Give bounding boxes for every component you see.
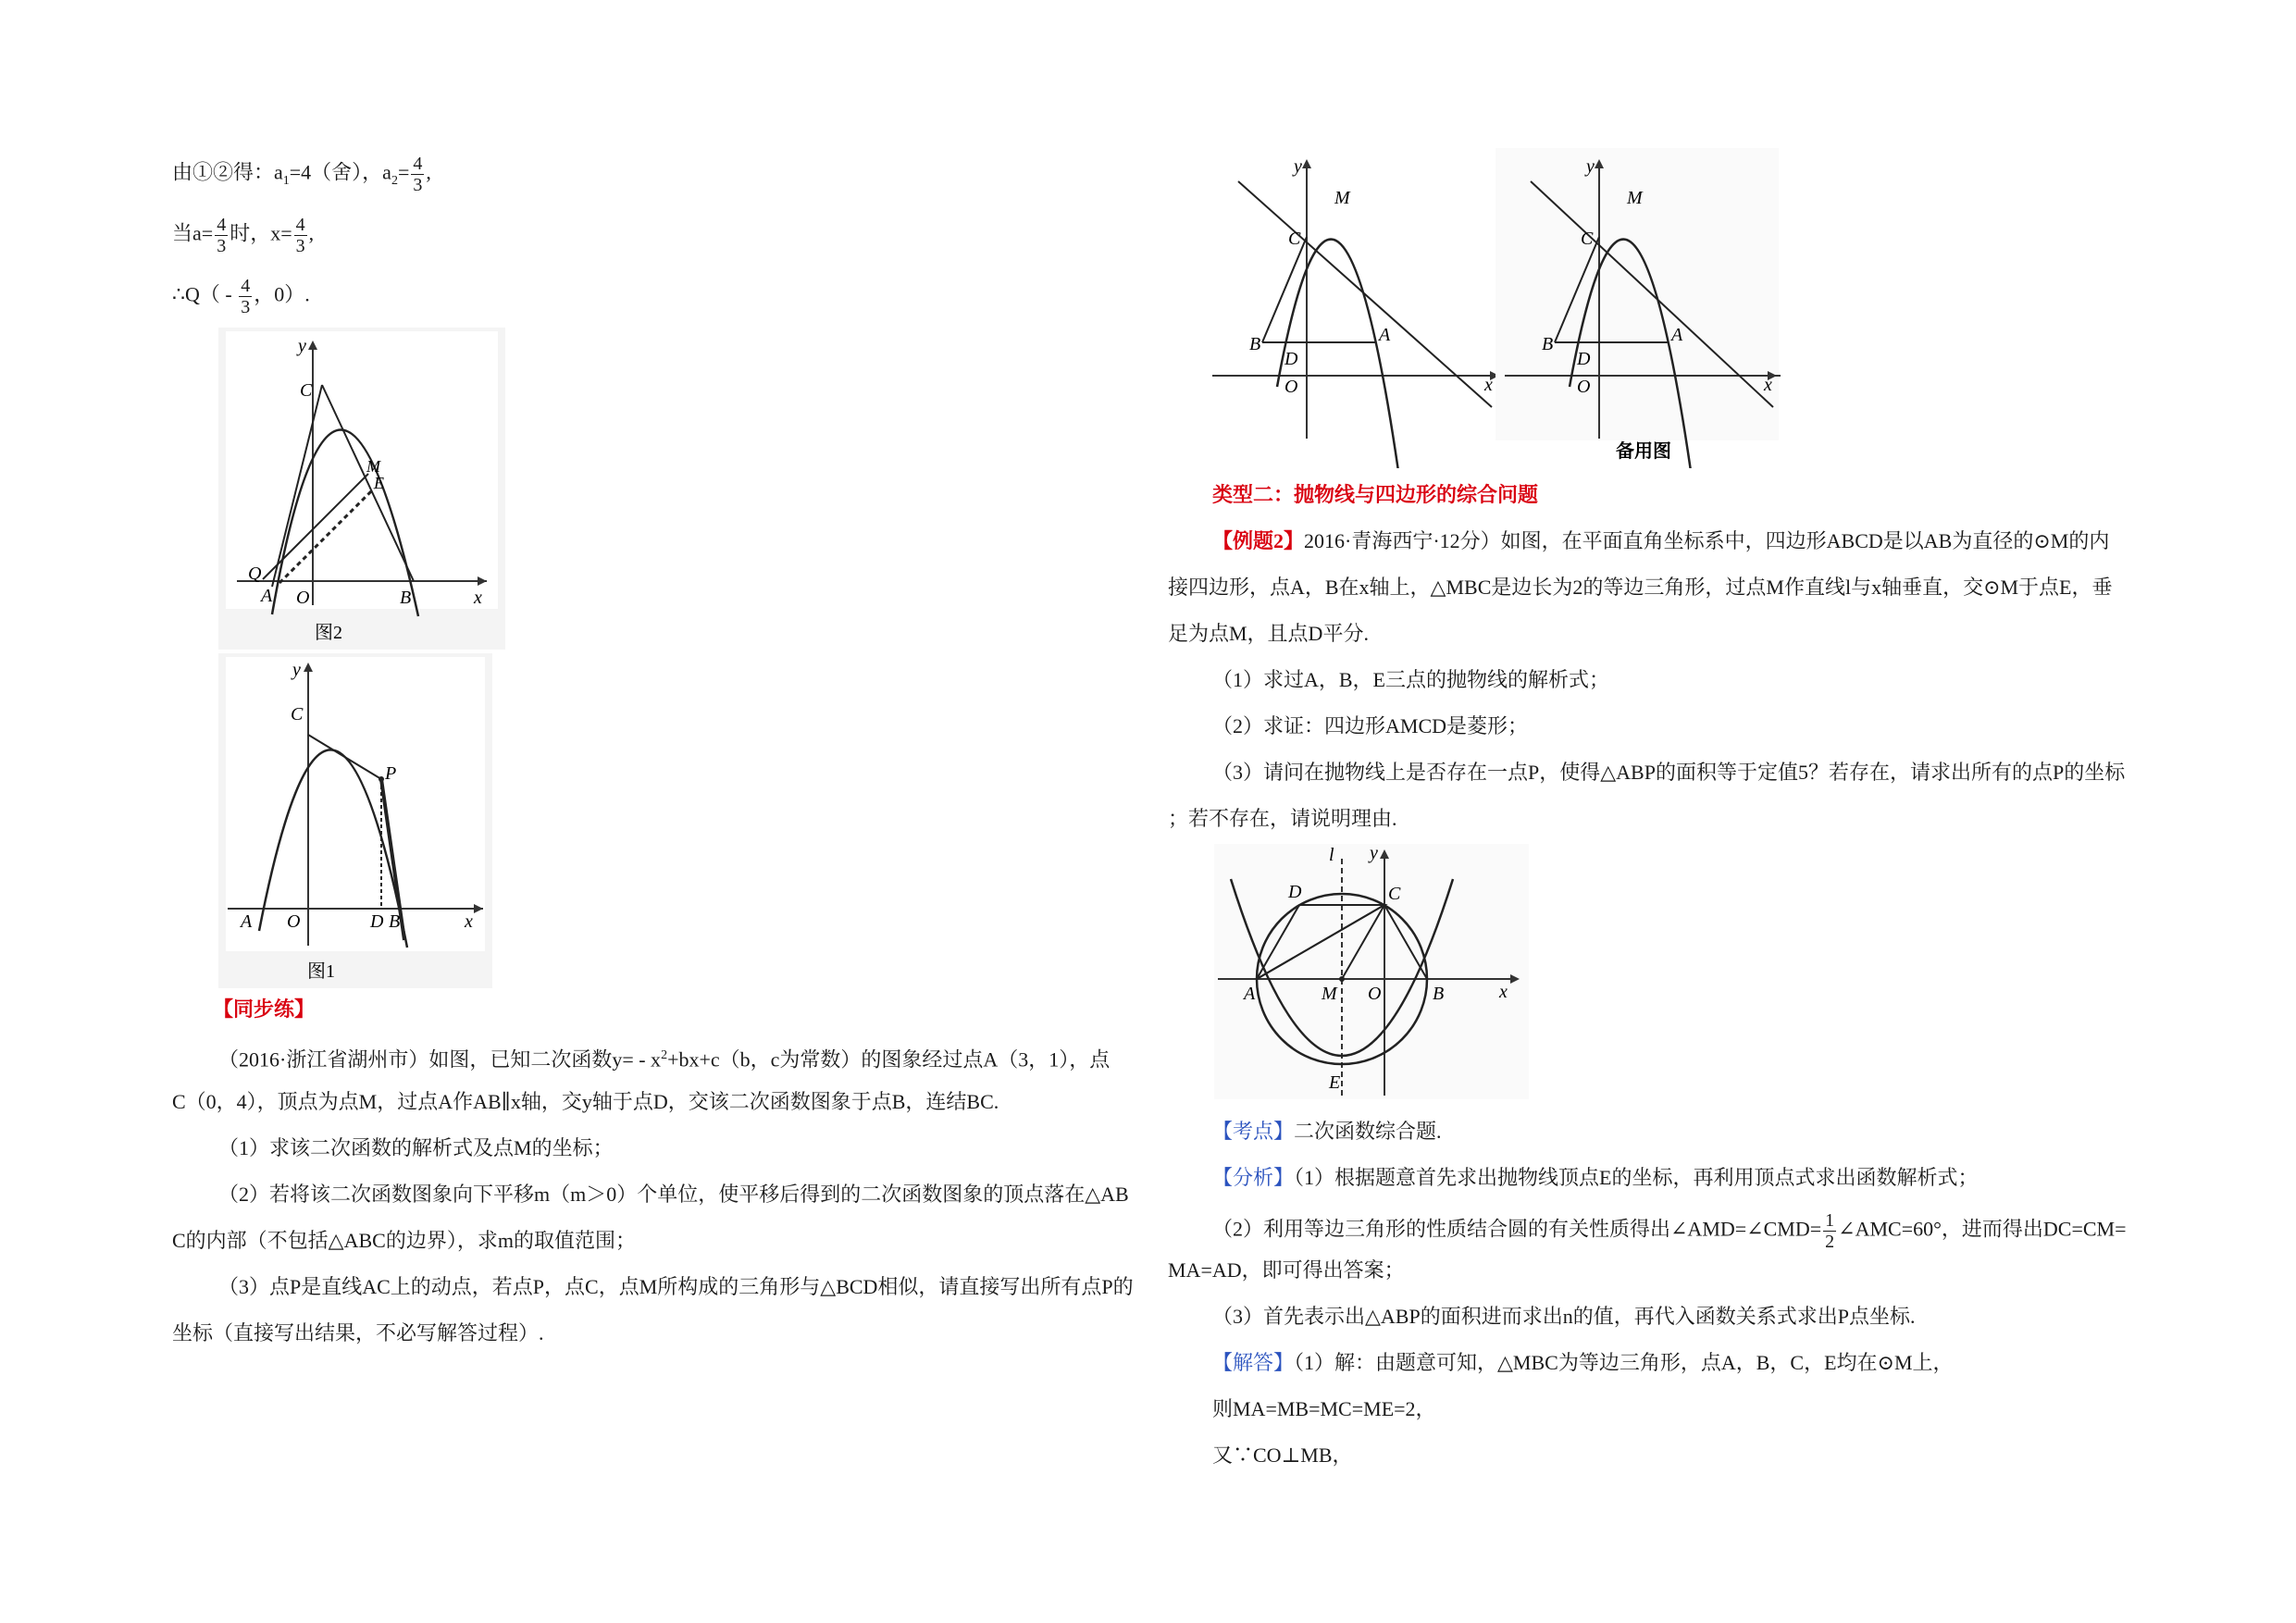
top-graph-backup — [1496, 148, 1781, 468]
label-o: O — [1577, 377, 1591, 397]
kaodian-line: 【考点】二次函数综合题. — [1212, 1120, 1442, 1143]
analysis-tag: 【分析】 — [1212, 1166, 1295, 1189]
problem-line-1: （2016·浙江省湖州市）如图，已知二次函数$y= - x^2+bx+c(b$，c为常数）的图象经过点A（3，1），点 — [218, 1047, 1111, 1072]
label-y: y — [1586, 156, 1595, 177]
fraction-4-3: $\frac{4}{3}$ — [413, 154, 423, 195]
analysis-line-4: （3）首先表示出△ABP的面积进而求出n的值，再代入函数关系式求出P点坐标. — [1212, 1305, 1916, 1328]
label-m: M — [1334, 188, 1350, 208]
label-d: D — [1285, 349, 1298, 369]
solution-line-3: 又∵CO⊥MB， — [1212, 1443, 1353, 1467]
figure-2-graph — [218, 328, 505, 650]
label-a: A — [1379, 325, 1391, 345]
figure-1-graph — [218, 653, 492, 988]
label-x: x — [1499, 982, 1508, 1002]
label-l: l — [1329, 845, 1334, 865]
analysis-line-3: MA=AD，即可得出答案； — [1168, 1258, 1405, 1282]
analysis-line-1: 【分析】（1）根据题意首先求出抛物线顶点E的坐标，再利用顶点式求出函数解析式； — [1212, 1166, 1979, 1189]
label-x: x — [465, 911, 473, 932]
label-y: y — [1370, 844, 1378, 863]
fraction-4-3: $\frac{4}{3}$ — [241, 276, 251, 317]
kaodian-tag: 【考点】 — [1212, 1120, 1295, 1143]
top-graph-main — [1212, 156, 1499, 468]
fraction-4-3: $\frac{4}{3}$ — [217, 215, 227, 256]
question-1: （1）求该二次函数的解析式及点M的坐标； — [218, 1136, 614, 1159]
label-b: B — [1433, 984, 1445, 1004]
top-graphs — [1207, 144, 1781, 468]
label-c: C — [300, 380, 313, 401]
label-c: C — [1388, 884, 1401, 904]
label-b: B — [400, 588, 412, 608]
label-c: C — [291, 704, 304, 725]
question-2-line-1: （2）若将该二次函数图象向下平移m（m＞0）个单位，使平移后得到的二次函数图象的顶点落在△AB — [218, 1183, 1129, 1206]
label-x: x — [474, 588, 482, 608]
question-3-line-1: （3）点P是直线AC上的动点，若点P，点C，点M所构成的三角形与△BCD相似，请直接写出所有点P的 — [218, 1275, 1134, 1298]
label-o: O — [1285, 377, 1298, 397]
question-3-line-2: 坐标（直接写出结果，不必写解答过程）. — [172, 1321, 544, 1344]
label-q: Q — [248, 564, 262, 584]
label-m: M — [1627, 188, 1643, 208]
label-x: x — [1484, 375, 1493, 395]
example-question-3-line-2: ；若不存在，请说明理由. — [1168, 807, 1397, 830]
label-y: y — [298, 336, 306, 356]
label-a: A — [261, 586, 273, 606]
label-m: M — [366, 457, 380, 476]
question-2-line-2: C的内部（不包括△ABC的边界），求m的取值范围； — [172, 1229, 636, 1252]
label-d: D — [1577, 349, 1591, 369]
label-b: B — [389, 911, 401, 932]
solution-tag: 【解答】 — [1212, 1351, 1295, 1374]
label-x: x — [1764, 375, 1772, 395]
label-b: B — [1542, 334, 1554, 354]
label-p: P — [385, 763, 397, 784]
label-d: D — [1288, 882, 1302, 902]
solution-line-2: 当a= $\frac{4}{3}$ 时，x= $\frac{4}{3}$ , — [172, 215, 315, 256]
figure-1-caption: 图1 — [307, 961, 335, 982]
label-a: A — [1671, 325, 1683, 345]
circle-parabola-figure — [1214, 844, 1529, 1099]
label-a: A — [241, 911, 253, 932]
example-line-1: 【例题2】2016·青海西宁·12分）如图，在平面直角坐标系中，四边形ABCD是以AB为直径的⊙M的内 — [1212, 529, 2110, 552]
label-m: M — [1322, 984, 1337, 1004]
label-b: B — [1249, 334, 1261, 354]
label-d: D — [370, 911, 384, 932]
fraction-4-3: $\frac{4}{3}$ — [295, 215, 305, 256]
label-y: y — [1294, 156, 1302, 177]
example-question-2: （2）求证：四边形AMCD是菱形； — [1212, 714, 1529, 737]
label-c: C — [1581, 229, 1594, 249]
example-tag: 【例题2】 — [1212, 529, 1305, 552]
problem-line-2: C（0，4），顶点为点M，过点A作AB∥x轴，交y轴于点D，交该二次函数图象于点B，连结BC. — [172, 1090, 999, 1113]
solution-line-2: 则MA=MB=MC=ME=2， — [1212, 1397, 1436, 1420]
solution-line-1: 由①②得：$a_1=4$（舍），$a_2=$ $\frac{4}{3}$ , — [172, 154, 431, 195]
label-o: O — [1368, 984, 1382, 1004]
label-o: O — [296, 588, 310, 608]
example-line-3: 足为点M，且点D平分. — [1168, 622, 1369, 645]
example-line-2: 接四边形，点A，B在x轴上，△MBC是边长为2的等边三角形，过点M作直线l与x轴垂直，交⊙M于点E，垂 — [1168, 576, 2113, 599]
backup-figure-caption: 备用图 — [1616, 441, 1671, 462]
label-c: C — [1288, 229, 1301, 249]
analysis-line-2: （2）利用等边三角形的性质结合圆的有关性质得出∠AMD=∠CMD= $\frac{1}{2}$ ∠AMC=60°，进而得出DC=CM= — [1212, 1210, 2127, 1252]
label-y: y — [292, 660, 301, 680]
label-e: E — [374, 474, 384, 492]
label-e: E — [1329, 1072, 1341, 1093]
sync-practice-heading: 【同步练】 — [213, 997, 316, 1021]
label-o: O — [287, 911, 301, 932]
fraction-1-2: $\frac{1}{2}$ — [1825, 1210, 1835, 1252]
example-question-1: （1）求过A，B，E三点的抛物线的解析式； — [1212, 668, 1610, 691]
figure-2-caption: 图2 — [315, 623, 342, 643]
label-a: A — [1244, 984, 1256, 1004]
solution-line-1: 【解答】（1）解：由题意可知，△MBC为等边三角形，点A，B，C，E均在⊙M上， — [1212, 1351, 1954, 1374]
type-two-heading: 类型二：抛物线与四边形的综合问题 — [1212, 483, 1539, 506]
solution-line-3: ∴Q（ - $\frac{4}{3}$ ，0）. — [172, 276, 310, 317]
example-question-3-line-1: （3）请问在抛物线上是否存在一点P，使得△ABP的面积等于定值5？若存在，请求出所有的点P的坐标 — [1212, 761, 2126, 784]
